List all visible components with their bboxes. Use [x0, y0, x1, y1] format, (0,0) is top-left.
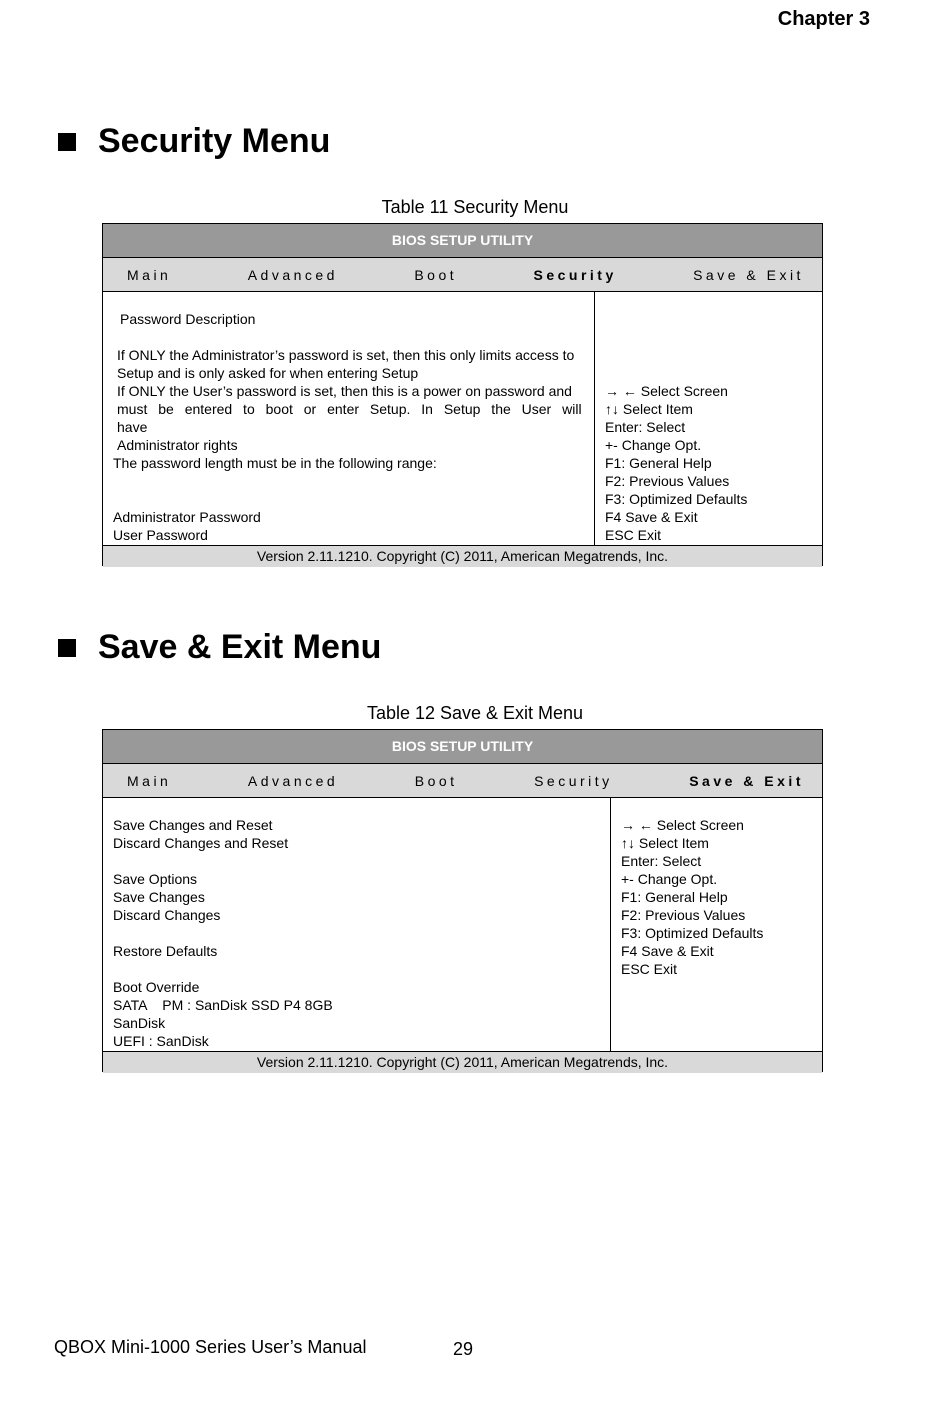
save-changes-and-reset-item[interactable]: Save Changes and Reset	[113, 817, 273, 833]
user-password-item[interactable]: User Password	[113, 527, 208, 543]
boot-override-sata-item[interactable]: SATA PM : SanDisk SSD P4 8GB	[113, 997, 333, 1013]
save-changes-item[interactable]: Save Changes	[113, 889, 205, 905]
bios-save-exit-screen	[102, 729, 823, 1072]
help-save-exit: F4 Save & Exit	[621, 943, 714, 959]
tab-boot[interactable]: Boot	[414, 266, 458, 283]
help-select-screen: → ← Select Screen	[605, 383, 728, 399]
bios-security-help-panel	[595, 292, 822, 545]
tab-main[interactable]: Main	[127, 266, 172, 283]
boot-override-sandisk-item[interactable]: SanDisk	[113, 1015, 166, 1031]
tab-advanced[interactable]: Advanced	[247, 266, 338, 283]
password-range-text: The password length must be in the following range:	[113, 455, 437, 471]
tab-security[interactable]: Security	[534, 772, 613, 789]
help-save-exit: F4 Save & Exit	[605, 509, 698, 525]
boot-override-label: Boot Override	[113, 979, 200, 995]
help-select-item: ↑↓ Select Item	[605, 401, 693, 417]
help-general-help: F1: General Help	[621, 889, 728, 905]
help-change-opt: +- Change Opt.	[621, 871, 718, 887]
bios-save-exit-body	[103, 798, 822, 1051]
bios-save-exit-help-panel	[611, 798, 822, 1051]
discard-changes-item[interactable]: Discard Changes	[113, 907, 221, 923]
bios-tab-bar	[103, 258, 822, 292]
table-12-caption: Table 12 Save & Exit Menu	[366, 703, 584, 723]
para2-line1: If ONLY the User’s password is set, then this is a power on password and	[117, 383, 572, 399]
tab-boot[interactable]: Boot	[414, 772, 458, 789]
bios-title: BIOS SETUP UTILITY	[103, 730, 822, 764]
para1-line2: Setup and is only asked for when entering Setup	[117, 365, 419, 381]
tab-save-exit[interactable]: Save & Exit	[693, 266, 804, 283]
tab-security[interactable]: Security	[533, 266, 617, 283]
help-select-screen: → ← Select Screen	[621, 817, 744, 833]
password-description-label: Password Description	[120, 311, 256, 327]
admin-password-note	[113, 346, 594, 454]
help-optimized-defaults: F3: Optimized Defaults	[605, 491, 748, 507]
square-bullet-icon	[58, 133, 76, 151]
para2-line3: Administrator rights	[117, 437, 238, 453]
table-11-caption: Table 11 Security Menu	[381, 197, 569, 217]
bios-security-screen	[102, 223, 823, 566]
restore-defaults-item[interactable]: Restore Defaults	[113, 943, 218, 959]
discard-changes-and-reset-item[interactable]: Discard Changes and Reset	[113, 835, 289, 851]
help-previous-values: F2: Previous Values	[605, 473, 730, 489]
help-esc-exit: ESC Exit	[605, 527, 662, 543]
bios-title: BIOS SETUP UTILITY	[103, 224, 822, 258]
security-menu-title: Security Menu	[98, 122, 331, 160]
help-esc-exit: ESC Exit	[621, 961, 678, 977]
bios-security-left-panel	[103, 292, 595, 545]
para1-line1: If ONLY the Administrator’s password is set, then this only limits access to	[117, 347, 575, 363]
page-number: 29	[453, 1339, 474, 1359]
save-exit-menu-title: Save & Exit Menu	[98, 628, 382, 666]
help-select-item: ↑↓ Select Item	[621, 835, 709, 851]
bios-version-footer: Version 2.11.1210. Copyright (C) 2011, American Megatrends, Inc.	[103, 1051, 822, 1073]
bios-save-exit-left-panel	[103, 798, 611, 1051]
save-exit-menu-heading	[58, 628, 381, 667]
tab-save-exit[interactable]: Save & Exit	[689, 772, 804, 789]
chapter-label: Chapter 3	[777, 8, 870, 30]
save-options-label: Save Options	[113, 871, 198, 887]
security-menu-heading	[58, 122, 330, 161]
administrator-password-item[interactable]: Administrator Password	[113, 509, 261, 525]
square-bullet-icon	[58, 639, 76, 657]
help-enter-select: Enter: Select	[605, 419, 686, 435]
bios-tab-bar	[103, 764, 822, 798]
help-change-opt: +- Change Opt.	[605, 437, 702, 453]
help-general-help: F1: General Help	[605, 455, 712, 471]
help-enter-select: Enter: Select	[621, 853, 702, 869]
tab-main[interactable]: Main	[127, 772, 172, 789]
tab-advanced[interactable]: Advanced	[247, 772, 339, 789]
help-optimized-defaults: F3: Optimized Defaults	[621, 925, 764, 941]
boot-override-uefi-item[interactable]: UEFI : SanDisk	[113, 1033, 209, 1049]
manual-title-footer: QBOX Mini-1000 Series User’s Manual	[54, 1337, 367, 1357]
para2-line2: must be entered to boot or enter Setup. In Setup the User will have	[117, 401, 582, 435]
help-previous-values: F2: Previous Values	[621, 907, 746, 923]
bios-version-footer: Version 2.11.1210. Copyright (C) 2011, American Megatrends, Inc.	[103, 545, 822, 567]
bios-security-body	[103, 292, 822, 545]
